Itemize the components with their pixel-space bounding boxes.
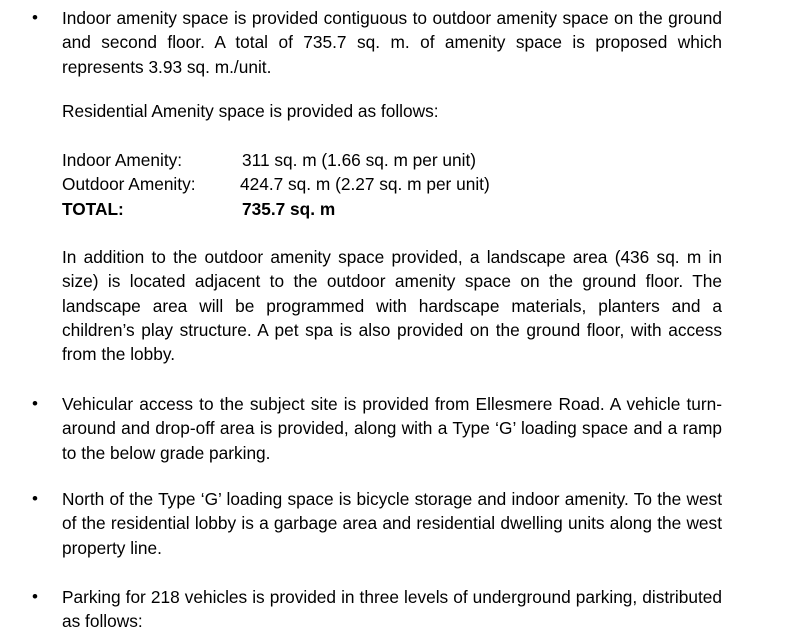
bullet-paragraph-amenity-total: Indoor amenity space is provided contiguous to outdoor amenity space on the ground and second floor. A total of 735.7 sq. m. of amenity space is proposed which represents 3.93 sq. m./unit.: [62, 8, 722, 77]
bullet-paragraph-parking: Parking for 218 vehicles is provided in three levels of underground parking, distributed as follows:: [62, 587, 722, 632]
amenity-table: [62, 148, 722, 221]
amenity-row-outdoor: [62, 172, 722, 196]
amenity-row-total: [62, 197, 722, 221]
amenity-label-indoor: Indoor Amenity:: [62, 150, 183, 170]
bullet-marker: •: [32, 8, 38, 27]
amenity-label-outdoor: Outdoor Amenity:: [62, 174, 196, 195]
bullet-paragraph-vehicular-access: Vehicular access to the subject site is provided from Ellesmere Road. A vehicle turn-around and drop-off area is provided, along with a Type ‘G’ loading space and a ramp to the below grade parking.: [62, 394, 722, 463]
bullet-marker: •: [32, 489, 38, 508]
amenity-value-outdoor: 424.7 sq. m (2.27 sq. m per unit): [240, 174, 490, 195]
amenity-row-indoor: [62, 148, 722, 172]
bullet-paragraph-bicycle-storage: North of the Type ‘G’ loading space is bicycle storage and indoor amenity. To the west of the residential lobby is a garbage area and residential dwelling units along the west property line.: [62, 489, 722, 558]
landscape-paragraph: In addition to the outdoor amenity space provided, a landscape area (436 sq. m in size) is located adjacent to the outdoor amenity space on the ground floor. The landscape area will be programmed with hardscape materials, planters and a children’s play structure. A pet spa is also provided on the ground floor, with access from the lobby.: [62, 247, 722, 365]
amenity-label-total: TOTAL:: [62, 198, 124, 219]
bullet-marker: •: [32, 394, 38, 413]
amenity-value-total: 735.7 sq. m: [242, 198, 336, 219]
bullet-marker: •: [32, 587, 38, 606]
amenity-value-indoor: 311 sq. m (1.66 sq. m per unit): [242, 150, 477, 170]
amenity-intro: Residential Amenity space is provided as follows:: [62, 101, 439, 121]
